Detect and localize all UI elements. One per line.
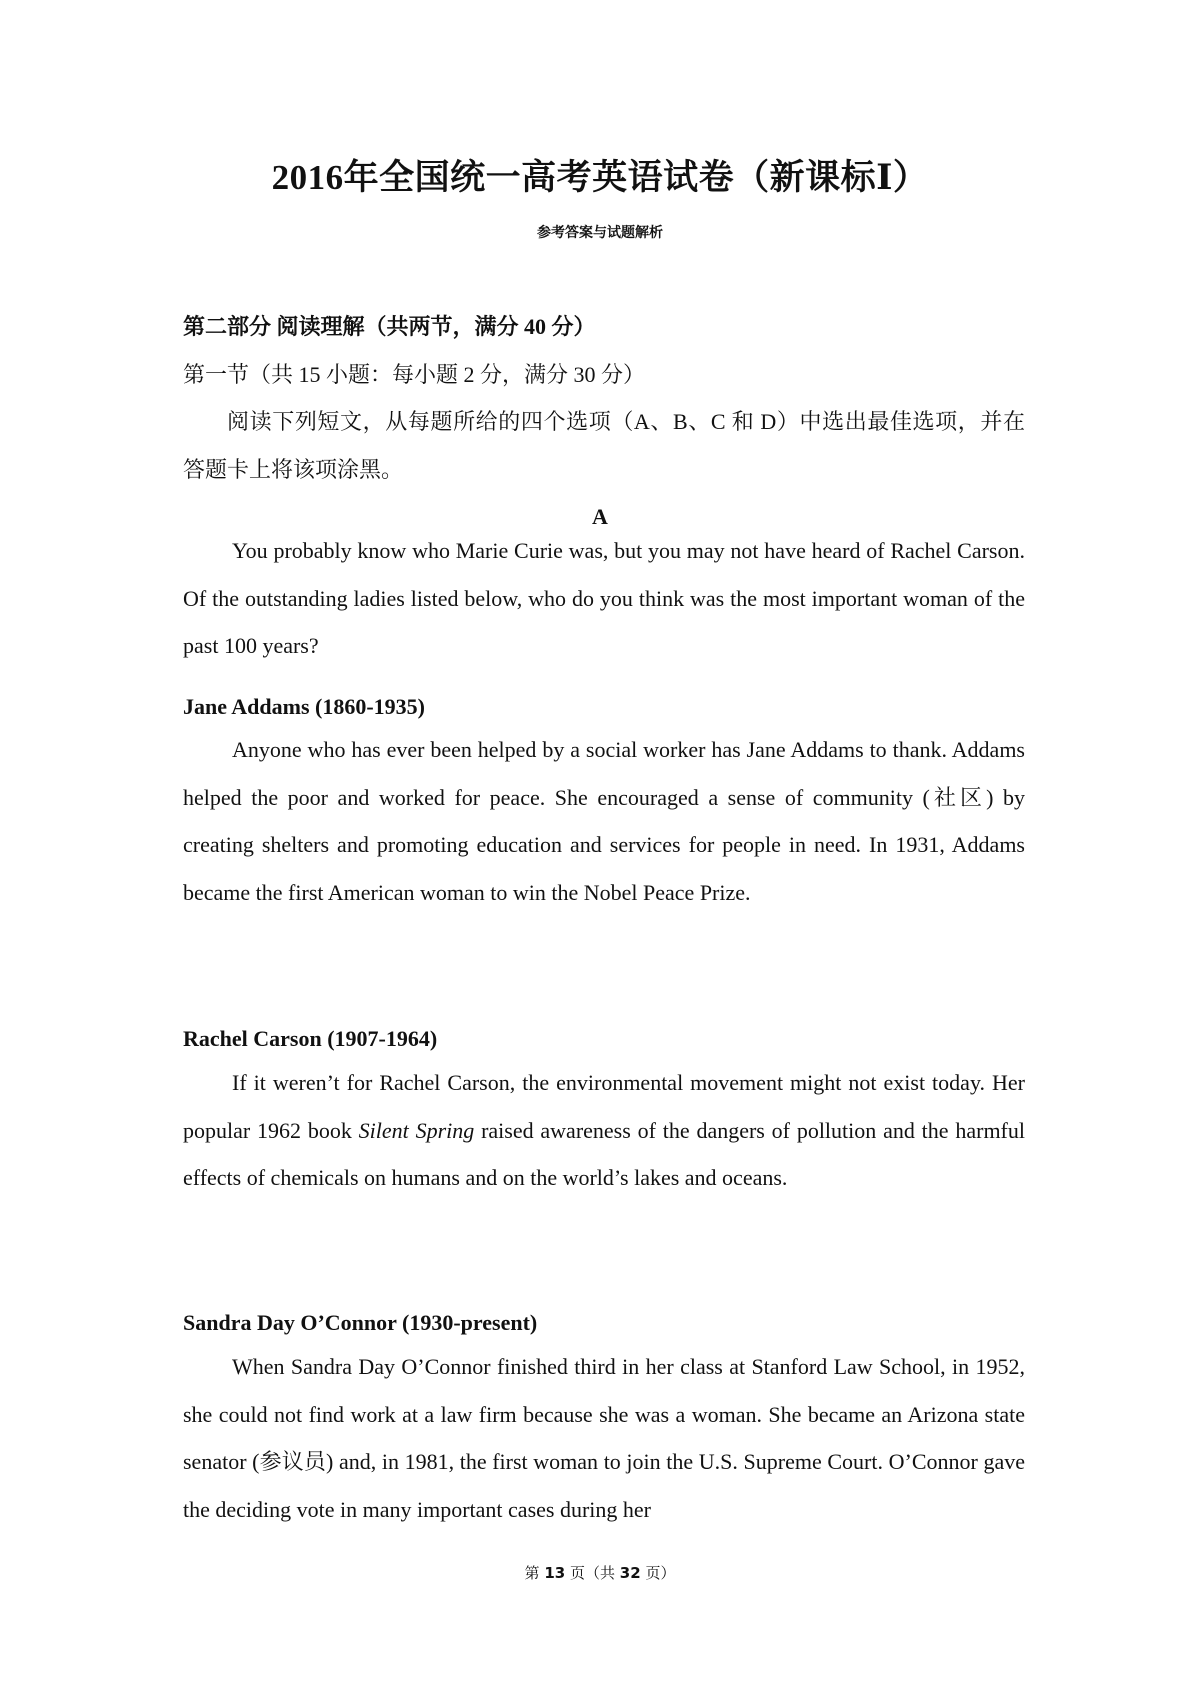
section-title: 第二部分 阅读理解（共两节，满分 40 分） bbox=[183, 314, 596, 339]
instructions-paragraph: 阅读下列短文，从每题所给的四个选项（A、B、C 和 D）中选出最佳选项，并在答题卡上将该项涂黑。 bbox=[183, 409, 1025, 482]
book-title: Silent Spring bbox=[358, 1117, 475, 1143]
page-footer: 第 13 页（共 32 页） bbox=[524, 1564, 676, 1582]
entry-text-carson-part1: If it weren’t for Rachel Carson, the environmental movement might not exist today. Her popular 1962 book bbox=[183, 1070, 1025, 1143]
entry-heading-addams: Jane Addams (1860-1935) bbox=[183, 694, 426, 719]
entry-text-oconnor: When Sandra Day O’Connor finished third in her class at Stanford Law School, in 1952, she could not find work at a law firm because she was a woman. She became an Arizona state senator (参议员) and, in 1981, the first woman to join the U.S. Supreme Court. O’Connor gave the deciding vote in many important cases during her bbox=[183, 1354, 1025, 1522]
subsection-title: 第一节（共 15 小题：每小题 2 分，满分 30 分） bbox=[183, 362, 646, 387]
entry-heading-oconnor: Sandra Day O’Connor (1930-present) bbox=[183, 1310, 538, 1335]
page-subtitle: 参考答案与试题解析 bbox=[537, 225, 663, 241]
passage-letter: A bbox=[592, 504, 608, 529]
entry-text-addams: Anyone who has ever been helped by a social worker has Jane Addams to thank. Addams helped the poor and worked for peace. She encouraged a sense of community (社区) by creating shelters and promoting education and services for people in need. In 1931, Addams became the first American woman to win the Nobel Peace Prize. bbox=[183, 737, 1025, 905]
page-total: 32 bbox=[619, 1564, 641, 1582]
entry-text-carson-part2: raised awareness of the dangers of pollution and the harmful effects of chemicals on humans and on the world’s lakes and oceans. bbox=[183, 1117, 1026, 1190]
intro-paragraph: You probably know who Marie Curie was, but you may not have heard of Rachel Carson. Of the outstanding ladies listed below, who do you think was the most important woman of the past 100 years? bbox=[183, 538, 1025, 658]
entry-text-carson bbox=[183, 1059, 1025, 1202]
entry-heading-carson: Rachel Carson (1907-1964) bbox=[183, 1026, 438, 1051]
page-number: 13 bbox=[544, 1564, 566, 1582]
page-title: 2016年全国统一高考英语试卷（新课标Ⅰ） bbox=[271, 158, 929, 197]
